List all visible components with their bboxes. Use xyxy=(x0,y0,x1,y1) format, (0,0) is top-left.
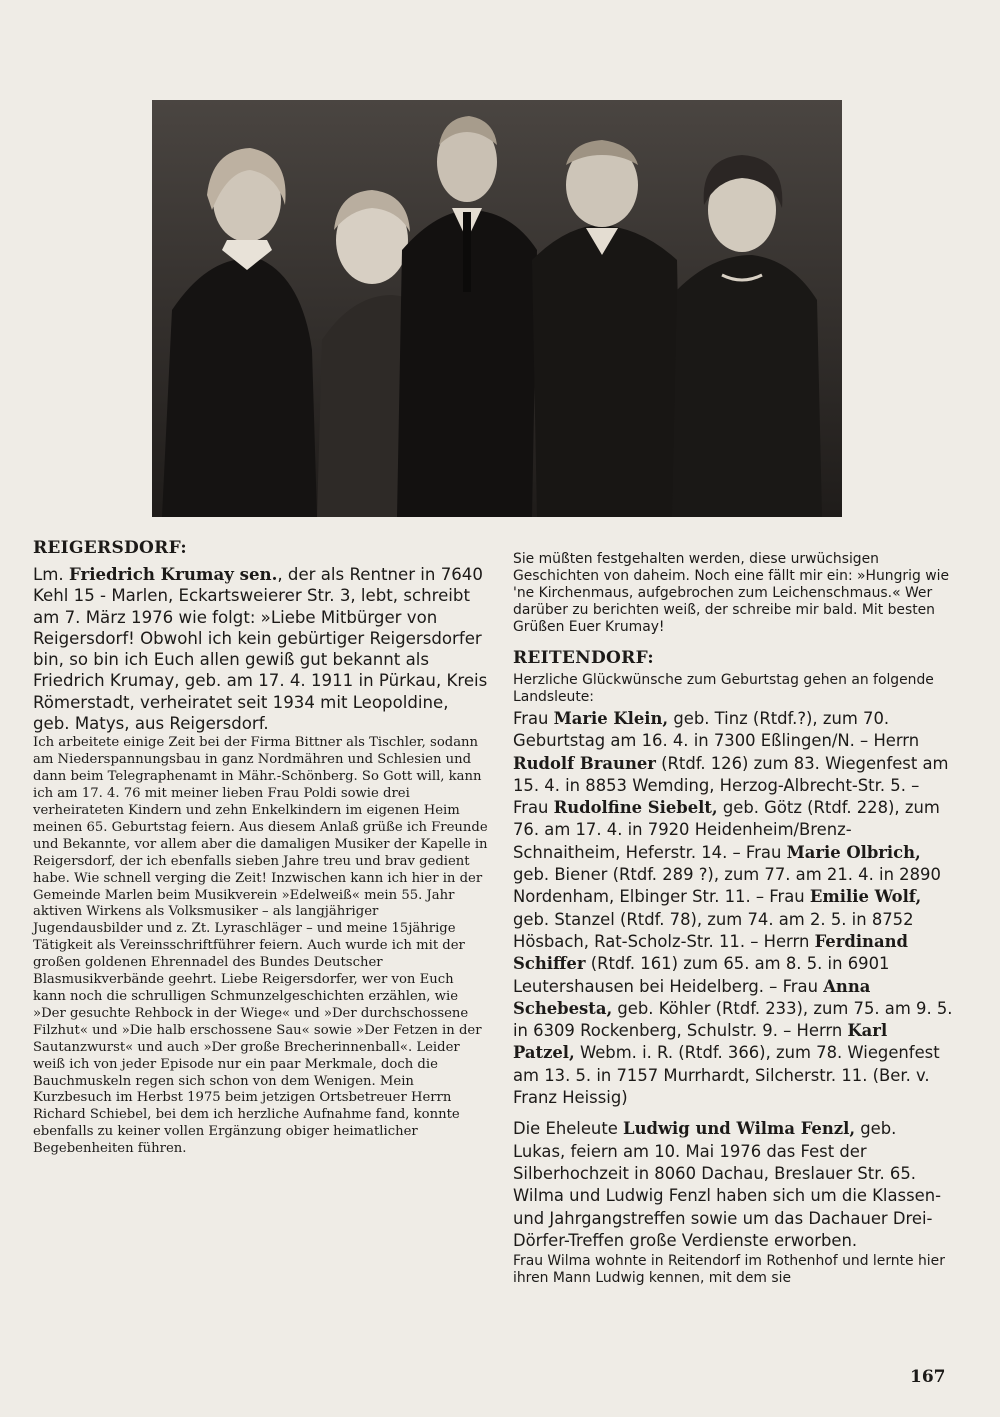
reigersdorf-intro xyxy=(33,564,488,734)
birthday-text: geb. Stanzel (Rtdf. 78), zum 74. am 2. 5. in 8752 Hösbach, Rat-Scholz-Str. 11. – Herrn xyxy=(513,909,914,951)
birthday-text: geb. Götz (Rtdf. 228), zum 76. am 17. 4. in 7920 Heidenheim/Brenz-Schnaitheim, Heferstr. 14. – Frau xyxy=(513,798,940,862)
reitendorf-wedding-notice xyxy=(513,1118,953,1252)
birthday-text: geb. Biener (Rtdf. 289 ?), zum 77. am 21. 4. in 2890 Nordenham, Elbinger Str. 11. – Frau xyxy=(513,865,941,907)
wedding-text: Die Eheleute xyxy=(513,1119,624,1139)
birthday-name: Marie Klein, xyxy=(553,709,669,728)
birthday-text: geb. Tinz (Rtdf.?), zum 70. Geburtstag am 16. 4. in 7300 Eßlingen/N. – Herrn xyxy=(513,709,920,751)
reitendorf-column xyxy=(513,551,953,1287)
group-photo-illustration xyxy=(152,100,842,517)
birthday-text: (Rtdf. 126) zum 83. Wiegenfest am 15. 4. in 8853 Wemding, Herzog-Albrecht-Str. 5. – Frau xyxy=(513,753,949,818)
birthday-name: Marie Olbrich, xyxy=(786,842,921,862)
reitendorf-intro: Herzliche Glückwünsche zum Geburtstag gehen an folgende Landsleute: xyxy=(513,672,934,705)
birthday-name: Karl Patzel, xyxy=(513,1021,888,1063)
reitendorf-heading: REITENDORF: xyxy=(513,648,654,668)
birthday-name: Anna Schebesta, xyxy=(513,976,871,1018)
reigersdorf-heading: REIGERSDORF: xyxy=(33,538,187,558)
reigersdorf-intro-text: Lm. xyxy=(33,565,69,584)
wedding-text: geb. Lukas, feiern am 10. Mai 1976 das Fest der Silberhochzeit in 8060 Dachau, Breslauer Str. 65. Wilma und Ludwig Fenzl haben sich um die Klassen- und Jahrgangstreffen sowie um das Dachauer Drei-Dörfer-Treffen große Verdienste erworben. xyxy=(513,1119,941,1250)
birthday-text: Frau xyxy=(513,709,554,728)
birthday-name: Ferdinand Schiffer xyxy=(513,931,908,974)
reigersdorf-intro-name: Friedrich Krumay sen. xyxy=(68,564,278,584)
birthday-text: (Rtdf. 161) zum 65. am 8. 5. in 6901 Leutershausen bei Heidelberg. – Frau xyxy=(513,954,890,996)
birthday-text: geb. Köhler (Rtdf. 233), zum 75. am 9. 5. in 6309 Rockenberg, Schulstr. 9. – Herrn xyxy=(513,998,953,1041)
wedding-name: Ludwig und Wilma Fenzl, xyxy=(623,1119,856,1139)
reigersdorf-section xyxy=(33,538,488,1158)
page-number: 167 xyxy=(910,1367,946,1387)
reitendorf-closing: Frau Wilma wohnte in Reitendorf im Rothenhof und lernte hier ihren Mann Ludwig kennen, mit dem sie xyxy=(513,1253,945,1287)
reigersdorf-continuation: Sie müßten festgehalten werden, diese urwüchsigen Geschichten von daheim. Noch eine fällt mir ein: »Hungrig wie 'ne Kirchenmaus, aufgebrochen zum Leichenschmaus.« Wer darüber zu berichten weiß, der schreibe mir bald. Mit besten Grüßen Euer Krumay! xyxy=(513,551,949,635)
birthday-text: Webm. i. R. (Rtdf. 366), zum 78. Wiegenfest am 13. 5. in 7157 Murrhardt, Silcherstr. 11. (Ber. v. Franz Heissig) xyxy=(513,1043,940,1108)
reitendorf-birthday-list xyxy=(513,708,953,1109)
group-photo xyxy=(152,100,842,517)
birthday-name: Rudolf Brauner xyxy=(513,753,656,773)
reigersdorf-intro-text: , der als Rentner in 7640 Kehl 15 - Marlen, Eckartsweierer Str. 3, lebt, schreibt am 7. März 1976 wie folgt: »Liebe Mitbürger von Reigersdorf! Obwohl ich kein gebürtiger Reigersdorfer bin, so bin ich Euch allen gewiß gut bekannt als Friedrich Krumay, geb. am 17. 4. 1911 in Pürkau, Kreis Römerstadt, verheiratet seit 1934 mit Leopoldine, geb. Matys, aus Reigersdorf. xyxy=(33,565,488,734)
birthday-name: Rudolfine Siebelt, xyxy=(553,798,718,818)
reigersdorf-letter: Ich arbeitete einige Zeit bei der Firma Bittner als Tischler, sodann am Niederspannungsbau in ganz Nordmähren und Schlesien und dann beim Telegraphenamt in Mähr.-Schönberg. So Gott will, kann ich am 17. 4. 76 mit meiner lieben Frau Poldi sowie drei verheirateten Kindern und zehn Enkelkindern im eigenen Heim meinen 65. Geburtstag feiern. Aus diesem Anlaß grüße ich Freunde und Bekannte, vor allem aber die damaligen Musiker der Kapelle in Reigersdorf, der ich ebenfalls sieben Jahre treu und brav gedient habe. Wie schnell verging die Zeit! Inzwischen kann ich hier in der Gemeinde Marlen beim Musikverein »Edelweiß« mein 55. Jahr aktiven Wirkens als Volksmusiker – als langjähriger Jugendausbilder und z. Zt. Lyraschläger – und meine 15jährige Tätigkeit als Vereinsschriftführer feiern. Auch wurde ich mit der großen goldenen Ehrennadel des Bundes Deutscher Blasmusikverbände geehrt. Liebe Reigersdorfer, wer von Euch kann noch die schrulligen Schmunzelgeschichten erzählen, wie »Der gesuchte Rehbock in der Wiege« und »Der durchschossene Filzhut« und »Die halb erschossene Sau« sowie »Der Fetzen in der Sautanzwurst« und auch »Der große Brecherinnenball«. Leider weiß ich von jeder Episode nur ein paar Merkmale, doch die Bauchmuskeln regen sich schon von dem Wenigen. Mein Kurzbesuch im Herbst 1975 beim jetzigen Ortsbetreuer Herrn Richard Schiebel, bei dem ich herzliche Aufnahme fand, konnte ebenfalls zu keiner vollen Ergänzung obiger heimatlicher Begebenheiten führen. xyxy=(33,735,488,1157)
birthday-name: Emilie Wolf, xyxy=(809,887,922,907)
